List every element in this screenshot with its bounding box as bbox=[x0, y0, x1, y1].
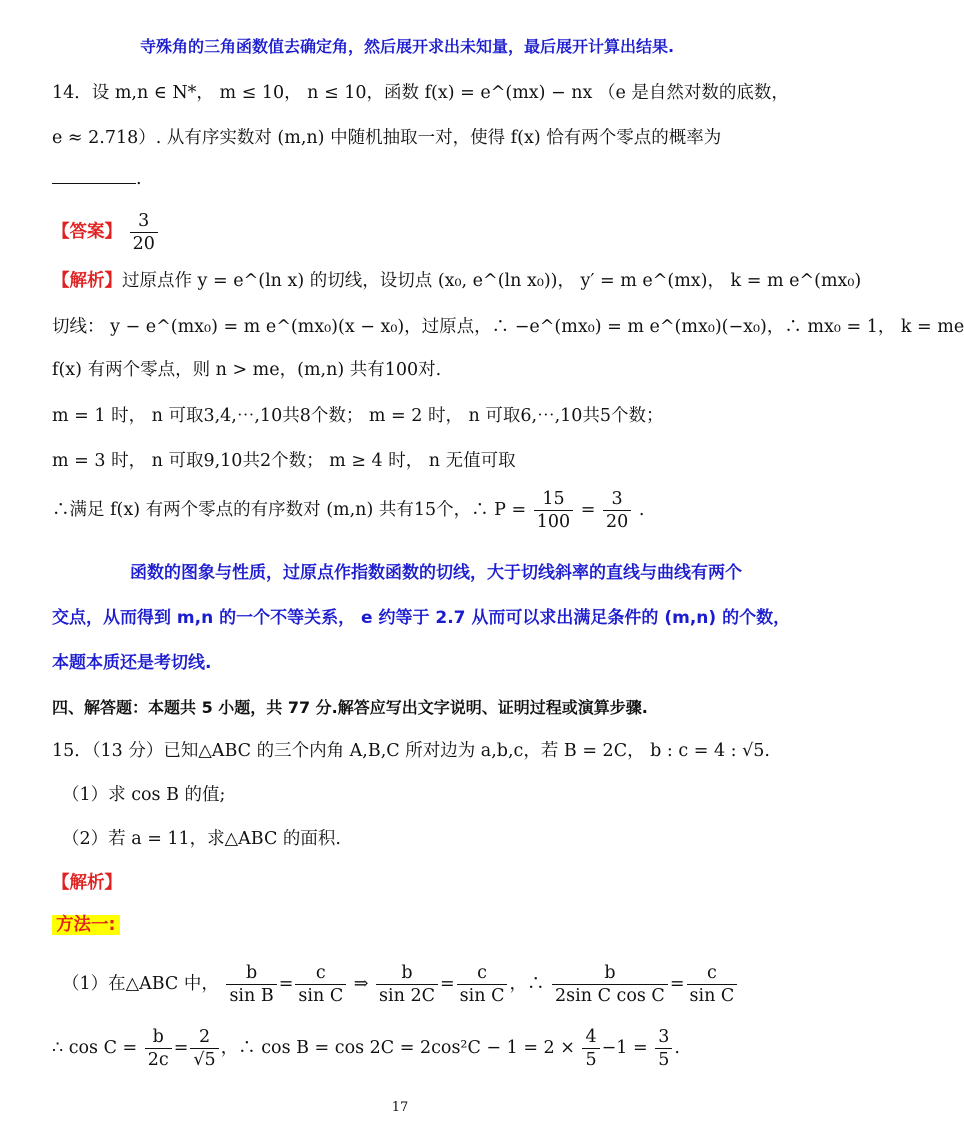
s1-a-num: b bbox=[245, 963, 258, 983]
comment-line1: 函数的图象与性质，过原点作指数函数的切线，大于切线斜率的直线与曲线有两个 bbox=[130, 563, 742, 583]
prob-end: . bbox=[638, 500, 645, 520]
q14-line2: e ≈ 2.718）. 从有序实数对 (m,n) 中随机抽取一对，使得 f(x) 恰有两个零点的概率为 bbox=[52, 128, 722, 148]
q14-line3-end: . bbox=[136, 169, 142, 189]
q14-line3 bbox=[52, 165, 142, 192]
s2-frac-b bbox=[190, 1026, 218, 1071]
analysis14-l6-pre: ∴满足 f(x) 有两个零点的有序数对 (m,n) 共有15个，∴ P = bbox=[52, 500, 527, 520]
answer-fraction bbox=[130, 210, 158, 255]
answer-label: 【答案】 bbox=[52, 222, 122, 242]
prob-f1-num: 15 bbox=[542, 489, 565, 509]
s1-f-num: c bbox=[707, 963, 717, 983]
s2-pre: ∴ cos C = bbox=[52, 1038, 138, 1058]
s1-b-num: c bbox=[315, 963, 326, 983]
section-four-heading: 四、解答题：本题共 5 小题，共 77 分.解答应写出文字说明、证明过程或演算步骤. bbox=[52, 698, 648, 717]
analysis14-line2: 切线： y − e^(mx₀) = m e^(mx₀)(x − x₀)，过原点，∴ −e^(mx₀) = m e^(mx₀)(−x₀)，∴ mx₀ = 1， k = me bbox=[52, 317, 964, 337]
q15-part1: （1）求 cos B 的值; bbox=[62, 785, 226, 805]
page-number: 17 bbox=[391, 1100, 409, 1115]
answer-den: 20 bbox=[130, 232, 158, 255]
s1-e-num: b bbox=[604, 963, 616, 983]
s1-frac-e bbox=[552, 962, 668, 1007]
s2-frac-c bbox=[582, 1026, 599, 1071]
method-one-label: 方法一: bbox=[52, 915, 120, 935]
prob-f2-num: 3 bbox=[611, 489, 623, 509]
analysis15-step2: ∴ cos C = $\frac{b}{2c}$ = $\frac{2}{√5}$ ，∴ cos B = cos 2C = 2cos²C − 1 = 2 × $\frac{4}{5}$ −1 = $\frac{3}{5}$ . bbox=[52, 1027, 680, 1070]
s2-a-den: 2c bbox=[145, 1048, 172, 1071]
prob-f2-den: 20 bbox=[603, 510, 631, 533]
analysis14-line6 bbox=[52, 488, 644, 533]
q15-part2: （2）若 a = 11，求△ABC 的面积. bbox=[62, 829, 341, 849]
q14-line1: 14．设 m,n ∈ N*， m ≤ 10， n ≤ 10，函数 f(x) = e^(mx) − nx （e 是自然对数的底数， bbox=[52, 83, 789, 103]
analysis14-line1 bbox=[52, 268, 861, 294]
s2-d-num: 3 bbox=[658, 1027, 670, 1047]
analysis14-l1: 过原点作 y = e^(ln x) 的切线，设切点 (x₀, e^(ln x₀))， y′ = m e^(mx)， k = m e^(mx₀) bbox=[122, 271, 862, 291]
comment-line2: 交点，从而得到 m,n 的一个不等关系， e 约等于 2.7 从而可以求出满足条件的 (m,n) 的个数， bbox=[52, 608, 791, 628]
s1-frac-b bbox=[295, 962, 346, 1007]
comment-line3: 本题本质还是考切线. bbox=[52, 653, 212, 673]
s1-b-den: sin C bbox=[295, 984, 346, 1007]
s1-d-num: c bbox=[477, 963, 487, 983]
s1-c-den: sin 2C bbox=[376, 984, 438, 1007]
s1-d-den: sin C bbox=[457, 984, 508, 1007]
s1-arrow: ⇒ bbox=[353, 974, 369, 994]
analysis14-line3: f(x) 有两个零点，则 n > me，(m,n) 共有100对. bbox=[52, 360, 442, 380]
q15-line1: 15．（13 分）已知△ABC 的三个内角 A,B,C 所对边为 a,b,c，若 B = 2C， b : c = 4 : √5. bbox=[52, 741, 770, 761]
s2-b-den: √5 bbox=[190, 1048, 218, 1071]
s2-d-den: 5 bbox=[655, 1048, 672, 1071]
s2-frac-d bbox=[655, 1026, 672, 1071]
prob-fraction-1 bbox=[534, 488, 573, 533]
analysis14-line5: m = 3 时， n 可取9,10共2个数； m ≥ 4 时， n 无值可取 bbox=[52, 451, 516, 471]
s1-pre: （1）在△ABC 中， bbox=[62, 974, 219, 994]
s2-c-num: 4 bbox=[585, 1027, 597, 1047]
answer-blank bbox=[52, 165, 136, 184]
s2-frac-a bbox=[145, 1026, 172, 1071]
s1-frac-a bbox=[226, 962, 276, 1007]
s1-c-num: b bbox=[401, 963, 413, 983]
s1-f-den: sin C bbox=[687, 984, 738, 1007]
s2-b-num: 2 bbox=[198, 1027, 211, 1047]
prob-eq: = bbox=[580, 500, 596, 520]
analysis14-label: 【解析】 bbox=[52, 271, 122, 291]
answer-num: 3 bbox=[138, 211, 150, 231]
s1-therefore: ，∴ bbox=[509, 974, 545, 994]
note-top: 寺殊角的三角函数值去确定角，然后展开求出未知量，最后展开计算出结果. bbox=[140, 37, 675, 56]
prob-fraction-2 bbox=[603, 488, 631, 533]
analysis14-line4: m = 1 时， n 可取3,4,⋯,10共8个数； m = 2 时， n 可取6,⋯,10共5个数； bbox=[52, 406, 664, 426]
s1-frac-c bbox=[376, 962, 438, 1007]
s2-mid: ，∴ cos B = cos 2C = 2cos²C − 1 = 2 × bbox=[220, 1038, 575, 1058]
s1-e-den: 2sin C cos C bbox=[552, 984, 668, 1007]
analysis15-label: 【解析】 bbox=[52, 873, 122, 893]
s1-frac-d bbox=[457, 962, 508, 1007]
s2-a-num: b bbox=[152, 1027, 164, 1047]
answer-row bbox=[52, 210, 160, 255]
method-one-row bbox=[52, 912, 120, 938]
s2-minus: −1 = bbox=[601, 1038, 648, 1058]
prob-f1-den: 100 bbox=[534, 510, 573, 533]
analysis15-step1: （1）在△ABC 中， $\frac{b}{\text{sin B}}$ = $\frac{c}{\text{sin C}}$ ⇒ $\frac{b}{\sin 2C}$ = $\frac{c}{\text{sin C}}$ ，∴ $\frac{b}{\text{2sin C cos C}}$ = $\frac{c}{\text{sin C}}$ bbox=[62, 962, 739, 1007]
s2-c-den: 5 bbox=[582, 1048, 599, 1071]
s1-frac-f bbox=[687, 962, 738, 1007]
s1-a-den: sin B bbox=[226, 984, 276, 1007]
s2-end: . bbox=[674, 1038, 680, 1058]
